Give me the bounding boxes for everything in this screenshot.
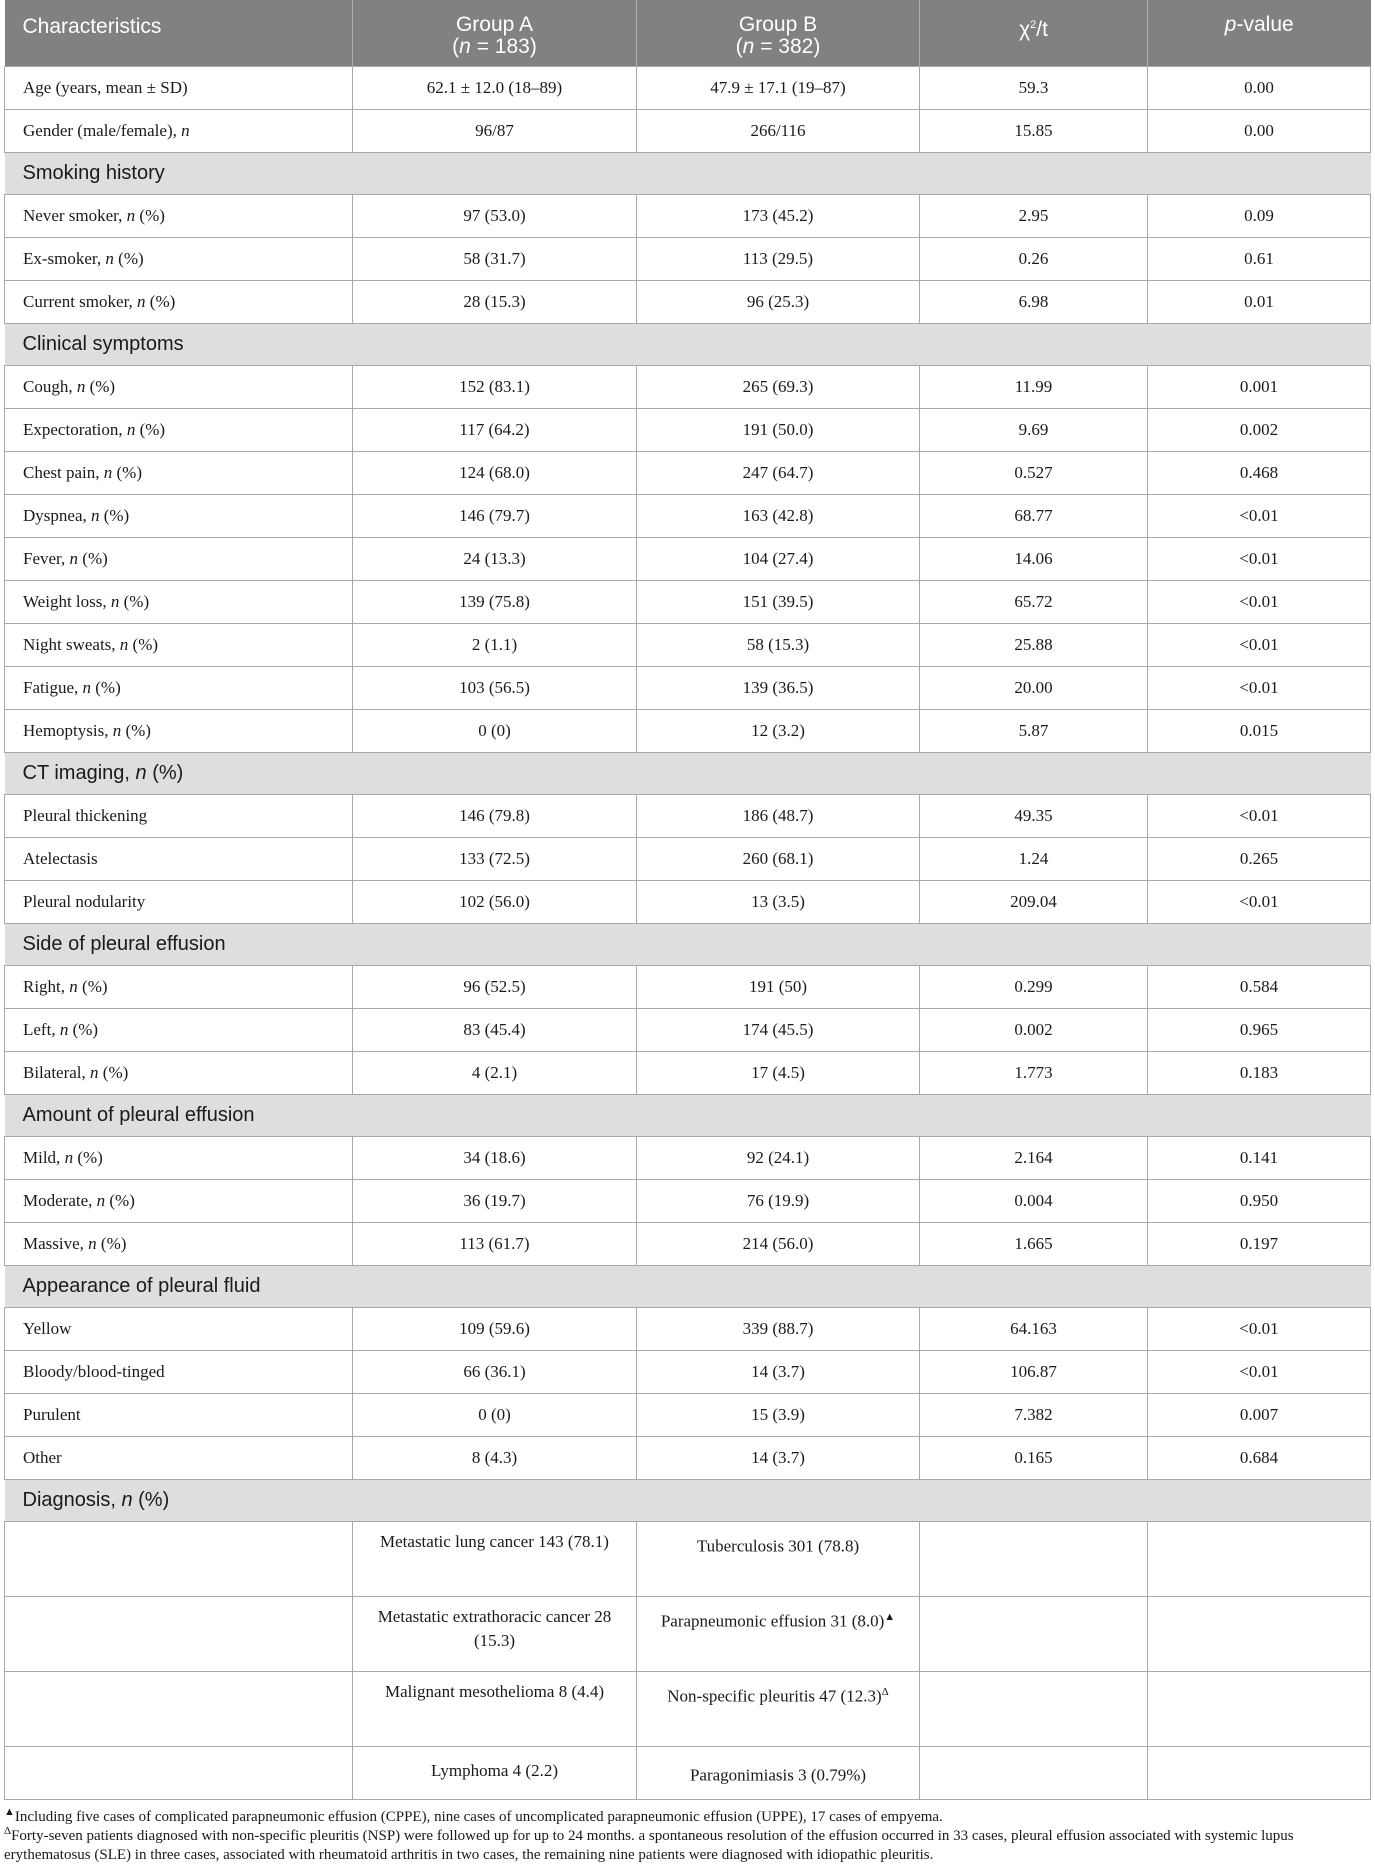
p-value: 0.141	[1148, 1137, 1371, 1180]
footnote-text: Forty-seven patients diagnosed with non-specific pleuritis (NSP) were followed up for up to 24 months. a spontaneous resolution of the effusion occurred in 33 cases, pleural effusion associated with systemic lupus erythematosus (SLE) in three cases, associated with rheumatoid arthritis in two cases, the remaining nine patients were diagnosed with idiopathic pleuritis.	[4, 1828, 1294, 1863]
p-value: 0.09	[1148, 195, 1371, 238]
statistic-value: 49.35	[920, 795, 1148, 838]
row-label: Night sweats, n (%)	[5, 624, 353, 667]
row-label: Never smoker, n (%)	[5, 195, 353, 238]
row-label	[5, 1672, 353, 1747]
group-a-diagnosis: Malignant mesothelioma 8 (4.4)	[353, 1672, 637, 1747]
group-b-value: 266/116	[637, 110, 920, 153]
group-b-value: 13 (3.5)	[637, 881, 920, 924]
statistic-value: 5.87	[920, 710, 1148, 753]
p-value: <0.01	[1148, 624, 1371, 667]
row-label	[5, 1747, 353, 1800]
footnote-mark: Δ	[881, 1686, 889, 1698]
group-b-value: 92 (24.1)	[637, 1137, 920, 1180]
group-b-value: 151 (39.5)	[637, 581, 920, 624]
statistic-value: 64.163	[920, 1308, 1148, 1351]
group-a-value: 4 (2.1)	[353, 1052, 637, 1095]
statistic-value: 209.04	[920, 881, 1148, 924]
row-label: Pleural nodularity	[5, 881, 353, 924]
p-value: <0.01	[1148, 667, 1371, 710]
group-b-value: 15 (3.9)	[637, 1394, 920, 1437]
table-row	[5, 1137, 1371, 1180]
statistic-value: 14.06	[920, 538, 1148, 581]
table-row	[5, 238, 1371, 281]
table-row	[5, 1180, 1371, 1223]
section-title: CT imaging, n (%)	[5, 753, 1371, 795]
statistic-value	[920, 1597, 1148, 1672]
statistic-value: 68.77	[920, 495, 1148, 538]
table-container	[4, 0, 1370, 1865]
section-title: Clinical symptoms	[5, 324, 1371, 366]
section-title: Appearance of pleural fluid	[5, 1266, 1371, 1308]
row-label: Moderate, n (%)	[5, 1180, 353, 1223]
section-header-row	[5, 153, 1371, 195]
table-row	[5, 1052, 1371, 1095]
statistic-value: 6.98	[920, 281, 1148, 324]
row-label: Hemoptysis, n (%)	[5, 710, 353, 753]
statistic-value: 2.164	[920, 1137, 1148, 1180]
group-b-value: 247 (64.7)	[637, 452, 920, 495]
section-header-row	[5, 924, 1371, 966]
group-a-value: 109 (59.6)	[353, 1308, 637, 1351]
header-p-value: p-value	[1148, 0, 1371, 67]
group-a-value: 66 (36.1)	[353, 1351, 637, 1394]
row-label: Mild, n (%)	[5, 1137, 353, 1180]
group-a-value: 133 (72.5)	[353, 838, 637, 881]
p-value: 0.183	[1148, 1052, 1371, 1095]
group-a-diagnosis: Metastatic lung cancer 143 (78.1)	[353, 1522, 637, 1597]
p-value: 0.584	[1148, 966, 1371, 1009]
table-row	[5, 838, 1371, 881]
footnote-mark: Δ	[4, 1825, 12, 1837]
group-b-value: 14 (3.7)	[637, 1437, 920, 1480]
table-row	[5, 195, 1371, 238]
group-a-value: 34 (18.6)	[353, 1137, 637, 1180]
p-value: 0.965	[1148, 1009, 1371, 1052]
statistic-value: 7.382	[920, 1394, 1148, 1437]
table-row	[5, 495, 1371, 538]
diagnosis-row	[5, 1597, 1371, 1672]
group-a-value: 0 (0)	[353, 1394, 637, 1437]
section-header-row	[5, 1480, 1371, 1522]
group-b-value: 191 (50)	[637, 966, 920, 1009]
group-b-value: 214 (56.0)	[637, 1223, 920, 1266]
row-label: Left, n (%)	[5, 1009, 353, 1052]
group-b-value: 12 (3.2)	[637, 710, 920, 753]
table-body	[5, 67, 1371, 1800]
group-a-value: 113 (61.7)	[353, 1223, 637, 1266]
statistic-value	[920, 1522, 1148, 1597]
row-label: Atelectasis	[5, 838, 353, 881]
table-row	[5, 409, 1371, 452]
p-value: 0.61	[1148, 238, 1371, 281]
group-b-diagnosis: Parapneumonic effusion 31 (8.0)▲	[637, 1597, 920, 1672]
header-characteristics: Characteristics	[5, 0, 353, 67]
statistic-value: 20.00	[920, 667, 1148, 710]
group-b-diagnosis: Tuberculosis 301 (78.8)	[637, 1522, 920, 1597]
footnote-text: Including five cases of complicated parapneumonic effusion (CPPE), nine cases of uncomplicated parapneumonic effusion (UPPE), 17 cases of empyema.	[14, 1809, 943, 1825]
group-a-value: 58 (31.7)	[353, 238, 637, 281]
row-label: Yellow	[5, 1308, 353, 1351]
section-header-row	[5, 324, 1371, 366]
statistic-value: 25.88	[920, 624, 1148, 667]
group-b-value: 17 (4.5)	[637, 1052, 920, 1095]
diagnosis-row	[5, 1672, 1371, 1747]
group-b-value: 14 (3.7)	[637, 1351, 920, 1394]
group-a-value: 124 (68.0)	[353, 452, 637, 495]
diagnosis-row	[5, 1747, 1371, 1800]
section-header-row	[5, 753, 1371, 795]
table-row	[5, 1394, 1371, 1437]
group-b-value: 339 (88.7)	[637, 1308, 920, 1351]
row-label: Pleural thickening	[5, 795, 353, 838]
group-a-value: 8 (4.3)	[353, 1437, 637, 1480]
group-b-value: 163 (42.8)	[637, 495, 920, 538]
group-b-diagnosis: Paragonimiasis 3 (0.79%)	[637, 1747, 920, 1800]
p-value: <0.01	[1148, 581, 1371, 624]
p-value	[1148, 1672, 1371, 1747]
group-b-value: 58 (15.3)	[637, 624, 920, 667]
group-a-value: 97 (53.0)	[353, 195, 637, 238]
section-header-row	[5, 1266, 1371, 1308]
statistic-value	[920, 1672, 1148, 1747]
row-label: Massive, n (%)	[5, 1223, 353, 1266]
p-value: 0.265	[1148, 838, 1371, 881]
statistic-value: 0.26	[920, 238, 1148, 281]
row-label: Expectoration, n (%)	[5, 409, 353, 452]
group-b-value: 174 (45.5)	[637, 1009, 920, 1052]
row-label: Dyspnea, n (%)	[5, 495, 353, 538]
header-group-b: Group B (n = 382)	[637, 0, 920, 67]
group-b-value: 47.9 ± 17.1 (19–87)	[637, 67, 920, 110]
row-label: Purulent	[5, 1394, 353, 1437]
statistic-value: 15.85	[920, 110, 1148, 153]
table-row	[5, 624, 1371, 667]
group-a-value: 117 (64.2)	[353, 409, 637, 452]
statistic-value: 0.165	[920, 1437, 1148, 1480]
group-b-value: 104 (27.4)	[637, 538, 920, 581]
group-a-diagnosis: Lymphoma 4 (2.2)	[353, 1747, 637, 1800]
group-b-value: 260 (68.1)	[637, 838, 920, 881]
table-row	[5, 366, 1371, 409]
p-value: 0.002	[1148, 409, 1371, 452]
statistic-value: 0.527	[920, 452, 1148, 495]
row-label: Weight loss, n (%)	[5, 581, 353, 624]
group-b-value: 186 (48.7)	[637, 795, 920, 838]
p-value: 0.468	[1148, 452, 1371, 495]
group-a-value: 103 (56.5)	[353, 667, 637, 710]
p-value: <0.01	[1148, 1308, 1371, 1351]
p-value	[1148, 1747, 1371, 1800]
p-value: 0.684	[1148, 1437, 1371, 1480]
p-value: <0.01	[1148, 881, 1371, 924]
table-row	[5, 881, 1371, 924]
statistic-value: 1.665	[920, 1223, 1148, 1266]
statistic-value: 1.24	[920, 838, 1148, 881]
table-row	[5, 452, 1371, 495]
footnote	[4, 1827, 1370, 1865]
statistic-value: 106.87	[920, 1351, 1148, 1394]
table-row	[5, 1308, 1371, 1351]
section-header-row	[5, 1095, 1371, 1137]
footnote	[4, 1808, 1370, 1827]
group-a-value: 146 (79.7)	[353, 495, 637, 538]
row-label: Current smoker, n (%)	[5, 281, 353, 324]
table-row	[5, 1351, 1371, 1394]
section-title: Amount of pleural effusion	[5, 1095, 1371, 1137]
p-value: <0.01	[1148, 795, 1371, 838]
statistic-value	[920, 1747, 1148, 1800]
group-a-value: 2 (1.1)	[353, 624, 637, 667]
row-label	[5, 1522, 353, 1597]
group-b-value: 191 (50.0)	[637, 409, 920, 452]
p-value: 0.950	[1148, 1180, 1371, 1223]
table-row	[5, 110, 1371, 153]
group-a-value: 62.1 ± 12.0 (18–89)	[353, 67, 637, 110]
p-value: <0.01	[1148, 495, 1371, 538]
p-value: 0.007	[1148, 1394, 1371, 1437]
group-a-value: 146 (79.8)	[353, 795, 637, 838]
row-label: Chest pain, n (%)	[5, 452, 353, 495]
row-label: Cough, n (%)	[5, 366, 353, 409]
header-statistic: $\chi^2/t$	[920, 0, 1148, 67]
row-label: Bloody/blood-tinged	[5, 1351, 353, 1394]
section-title: Smoking history	[5, 153, 1371, 195]
group-a-value: 0 (0)	[353, 710, 637, 753]
p-value	[1148, 1597, 1371, 1672]
table-row	[5, 538, 1371, 581]
row-label: Age (years, mean ± SD)	[5, 67, 353, 110]
table-row	[5, 795, 1371, 838]
diagnosis-row	[5, 1522, 1371, 1597]
row-label	[5, 1597, 353, 1672]
table-row	[5, 67, 1371, 110]
group-a-value: 102 (56.0)	[353, 881, 637, 924]
table-row	[5, 581, 1371, 624]
row-label: Fatigue, n (%)	[5, 667, 353, 710]
table-row	[5, 966, 1371, 1009]
p-value: <0.01	[1148, 538, 1371, 581]
group-b-value: 173 (45.2)	[637, 195, 920, 238]
p-value	[1148, 1522, 1371, 1597]
group-a-value: 152 (83.1)	[353, 366, 637, 409]
footnote-mark: ▲	[4, 1806, 15, 1818]
group-b-value: 265 (69.3)	[637, 366, 920, 409]
statistic-value: 0.299	[920, 966, 1148, 1009]
p-value: 0.00	[1148, 67, 1371, 110]
group-a-value: 139 (75.8)	[353, 581, 637, 624]
group-b-diagnosis: Non-specific pleuritis 47 $(12.3)^\Delta$	[637, 1672, 920, 1747]
table-row	[5, 1223, 1371, 1266]
group-b-value: 76 (19.9)	[637, 1180, 920, 1223]
row-label: Bilateral, n (%)	[5, 1052, 353, 1095]
group-a-diagnosis: Metastatic extrathoracic cancer 28 (15.3)	[353, 1597, 637, 1672]
characteristics-table	[4, 0, 1371, 1800]
statistic-value: 1.773	[920, 1052, 1148, 1095]
group-a-value: 96 (52.5)	[353, 966, 637, 1009]
table-row	[5, 710, 1371, 753]
section-title: Side of pleural effusion	[5, 924, 1371, 966]
group-a-value: 36 (19.7)	[353, 1180, 637, 1223]
group-a-value: 28 (15.3)	[353, 281, 637, 324]
table-row	[5, 281, 1371, 324]
footnotes	[4, 1808, 1370, 1865]
row-label: Fever, n (%)	[5, 538, 353, 581]
p-value: 0.197	[1148, 1223, 1371, 1266]
row-label: Ex-smoker, n (%)	[5, 238, 353, 281]
footnote-mark: ▲	[884, 1611, 896, 1623]
group-b-value: 113 (29.5)	[637, 238, 920, 281]
p-value: <0.01	[1148, 1351, 1371, 1394]
statistic-value: 9.69	[920, 409, 1148, 452]
table-row	[5, 667, 1371, 710]
table-row	[5, 1009, 1371, 1052]
statistic-value: 65.72	[920, 581, 1148, 624]
statistic-value: 2.95	[920, 195, 1148, 238]
table-row	[5, 1437, 1371, 1480]
p-value: 0.001	[1148, 366, 1371, 409]
statistic-value: 11.99	[920, 366, 1148, 409]
statistic-value: 0.004	[920, 1180, 1148, 1223]
row-label: Other	[5, 1437, 353, 1480]
section-title: Diagnosis, n (%)	[5, 1480, 1371, 1522]
group-b-value: 139 (36.5)	[637, 667, 920, 710]
header-group-a: Group A (n = 183)	[353, 0, 637, 67]
group-a-value: 96/87	[353, 110, 637, 153]
statistic-value: 59.3	[920, 67, 1148, 110]
p-value: 0.015	[1148, 710, 1371, 753]
row-label: Right, n (%)	[5, 966, 353, 1009]
group-a-value: 24 (13.3)	[353, 538, 637, 581]
header-row	[5, 0, 1371, 67]
p-value: 0.01	[1148, 281, 1371, 324]
group-b-value: 96 (25.3)	[637, 281, 920, 324]
p-value: 0.00	[1148, 110, 1371, 153]
statistic-value: 0.002	[920, 1009, 1148, 1052]
row-label: Gender (male/female), n	[5, 110, 353, 153]
group-a-value: 83 (45.4)	[353, 1009, 637, 1052]
